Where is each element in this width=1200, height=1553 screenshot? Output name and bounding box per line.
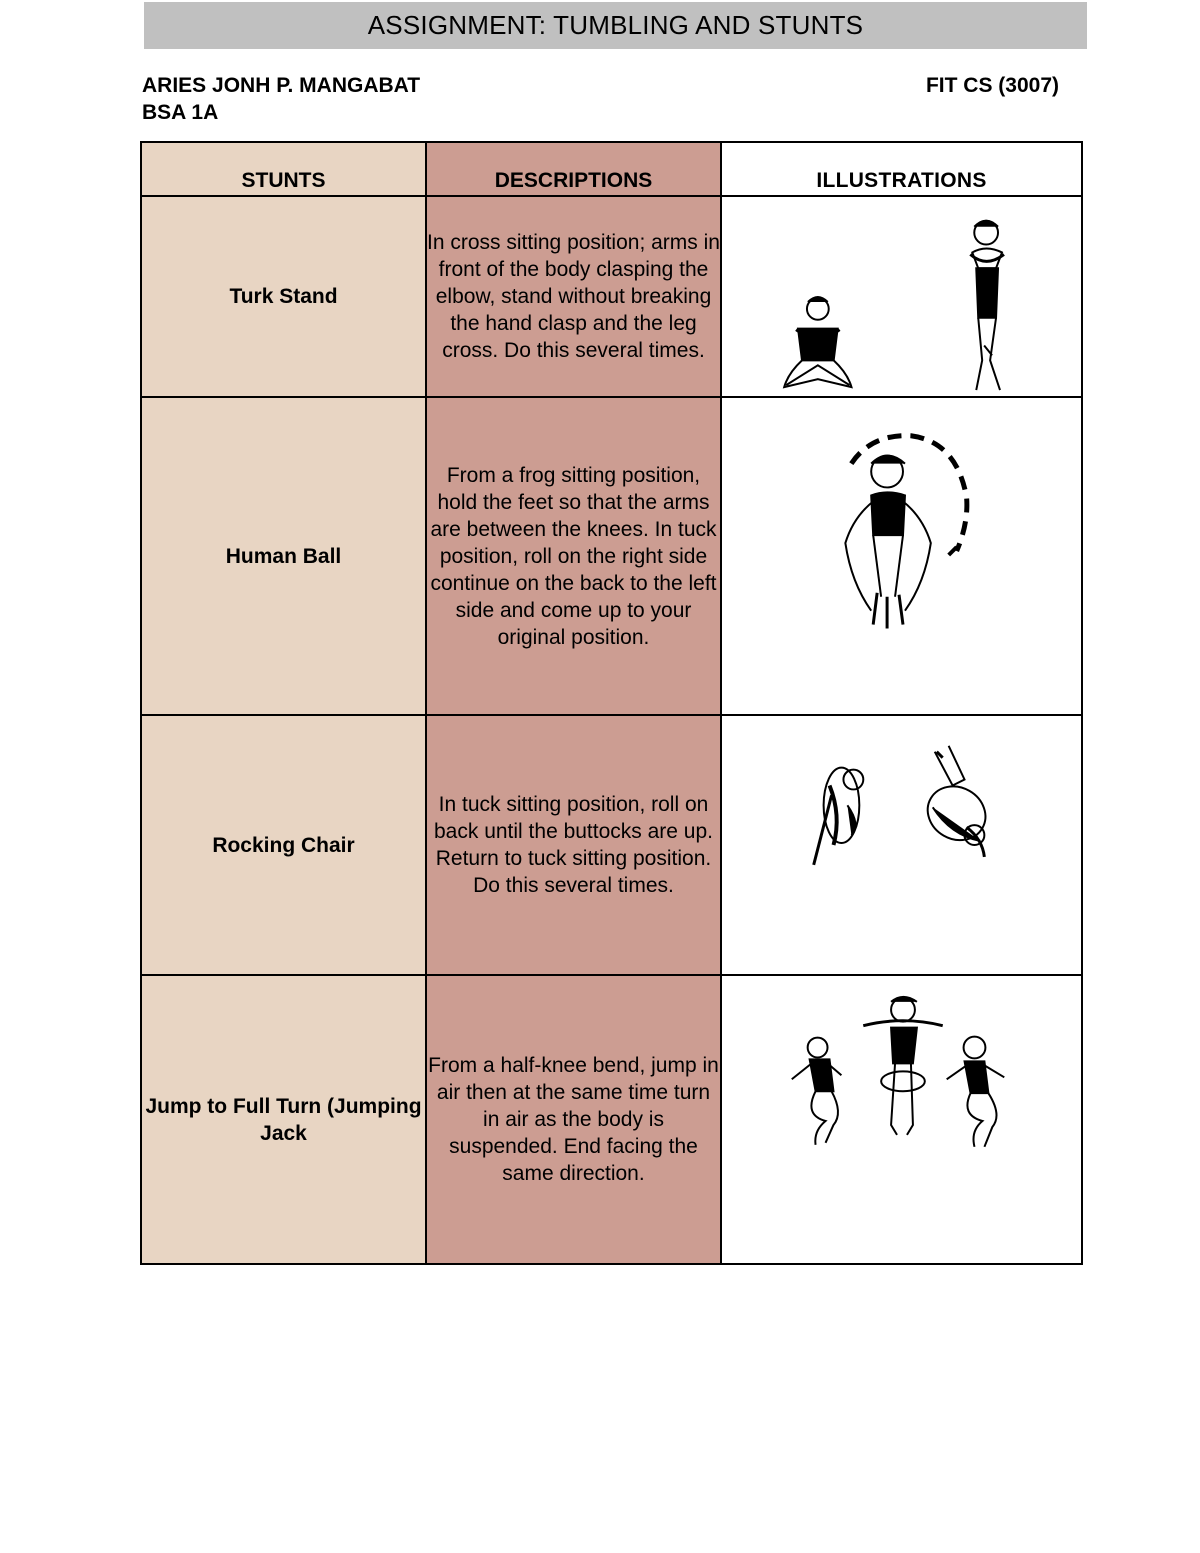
stunt-illustration [721,397,1082,715]
stunt-name: Jump to Full Turn (Jumping Jack [141,975,426,1264]
student-info [142,72,420,126]
stunt-illustration [721,715,1082,975]
column-header-stunts: STUNTS [141,142,426,196]
stunt-description [426,397,721,715]
student-name: ARIES JONH P. MANGABAT [142,74,421,97]
table-row [141,397,1082,715]
stunt-name: Turk Stand [141,196,426,397]
human-ball-figure-icon [722,398,1081,714]
stunt-name: Rocking Chair [141,715,426,975]
column-header-illustrations: ILLUSTRATIONS [721,142,1082,196]
stunt-description [426,196,721,397]
table-header-row [141,142,1082,196]
turk-stand-figures-icon [722,197,1081,396]
student-section: BSA 1A [142,101,219,124]
title-bar [144,2,1087,49]
stunt-illustration [721,196,1082,397]
stunt-description [426,715,721,975]
column-header-descriptions: DESCRIPTIONS [426,142,721,196]
stunt-description-text: From a half-knee bend, jump in air then at the same time turn in air as the body is suspended. End facing the same direction. [428,1054,719,1185]
jump-full-turn-figures-icon [722,976,1081,1263]
stunt-description-text: In cross sitting position; arms in front of the body clasping the elbow, stand without breaking the hand clasp and the leg cross. Do this several times. [427,231,720,362]
stunt-description [426,975,721,1264]
page-title: ASSIGNMENT: TUMBLING AND STUNTS [367,10,864,40]
stunt-description-text: From a frog sitting position, hold the feet so that the arms are between the knees. In tuck position, roll on the right side continue on the back to the left side and come up to your original position. [430,463,717,649]
stunt-description-text: In tuck sitting position, roll on back until the buttocks are up. Return to tuck sitting position. Do this several times. [434,793,713,897]
stunt-name: Human Ball [141,397,426,715]
stunt-illustration [721,975,1082,1264]
rocking-chair-figures-icon [722,716,1081,974]
table-row [141,975,1082,1264]
table-row [141,196,1082,397]
course-code: FIT CS (3007) [925,74,1059,97]
table-row [141,715,1082,975]
stunts-table [140,141,1083,1265]
